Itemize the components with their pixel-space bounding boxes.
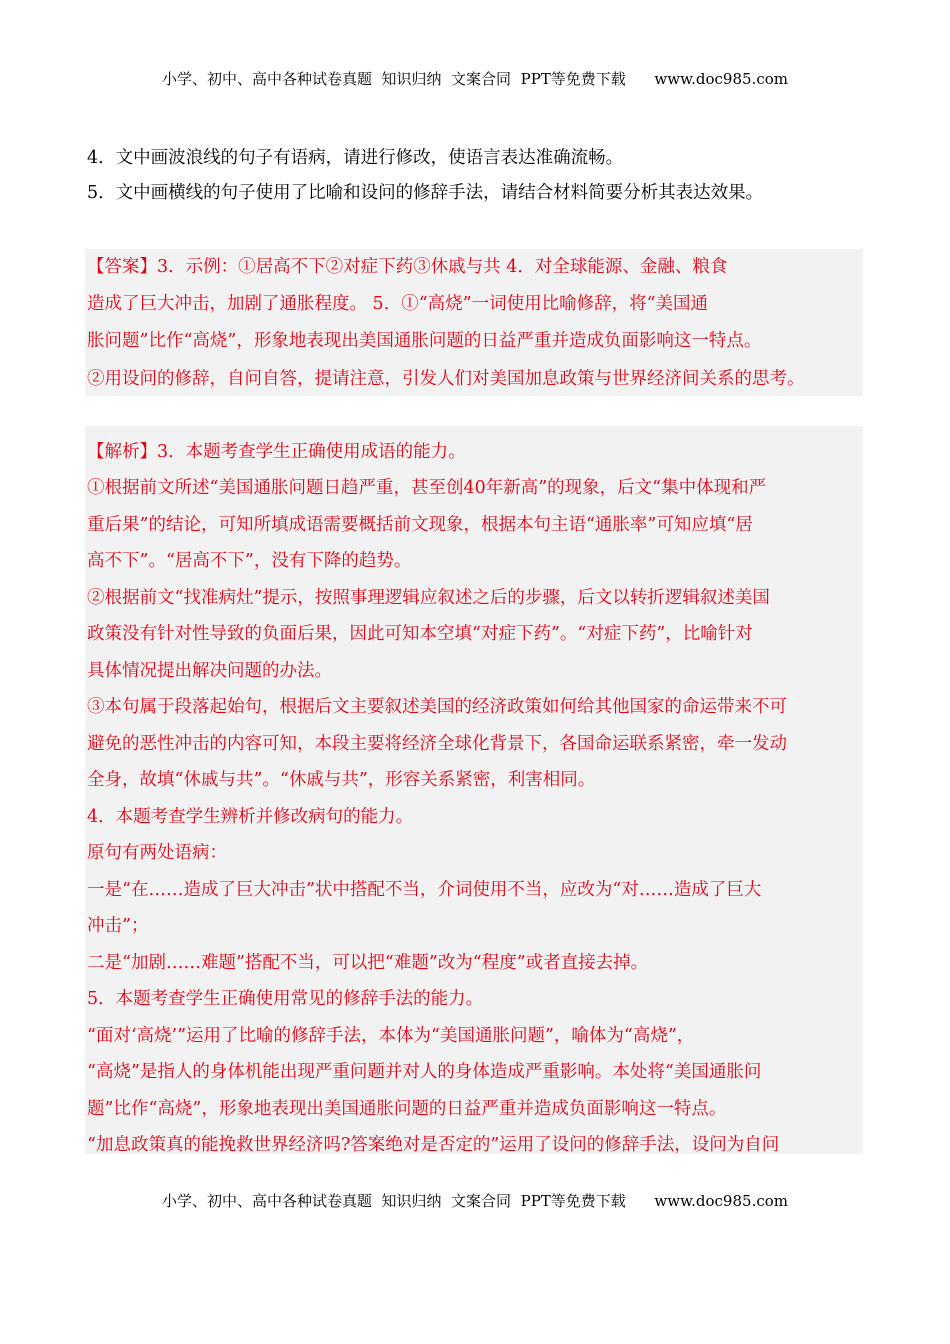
analysis-line: ③本句属于段落起始句，根据后文主要叙述美国的经济政策如何给其他国家的命运带来不可 [87,697,787,717]
analysis-line: 4．本题考查学生辨析并修改病句的能力。 [87,807,414,827]
analysis-line: 高不下”。“居高不下”，没有下降的趋势。 [87,551,412,571]
analysis-line: 具体情况提出解决问题的办法。 [87,661,332,681]
analysis-line: ②根据前文“找准病灶”提示，按照事理逻辑应叙述之后的步骤，后文以转折逻辑叙述美国 [87,588,770,608]
answer-line: 胀问题”比作“高烧”，形象地表现出美国通胀问题的日益严重并造成负面影响这一特点。 [87,331,762,351]
analysis-line: 一是“在……造成了巨大冲击”状中搭配不当，介词使用不当，应改为“对……造成了巨大 [87,880,762,900]
analysis-line: “加息政策真的能挽救世界经济吗?答案绝对是否定的”运用了设问的修辞手法，设问为自问 [87,1135,780,1155]
analysis-line: 冲击”； [87,916,149,936]
page-footer: 小学、初中、高中各种试卷真题 知识归纳 文案合同 PPT等免费下载 www.doc985.com [161,1192,788,1210]
analysis-line: 原句有两处语病： [87,843,227,863]
page-header: 小学、初中、高中各种试卷真题 知识归纳 文案合同 PPT等免费下载 www.doc985.com [161,70,788,88]
analysis-line: “高烧”是指人的身体机能出现严重问题并对人的身体造成严重影响。本处将“美国通胀问 [87,1062,762,1082]
analysis-line: 重后果”的结论，可知所填成语需要概括前文现象，根据本句主语“通胀率”可知应填“居 [87,515,753,535]
analysis-line: ①根据前文所述“美国通胀问题日趋严重，甚至创40年新高”的现象，后文“集中体现和严 [87,478,767,498]
answer-line: 【答案】3．示例：①居高不下②对症下药③休戚与共 4．对全球能源、金融、粮食 [87,257,728,277]
answer-line: 造成了巨大冲击，加剧了通胀程度。 5．①“高烧”一词使用比喻修辞，将“美国通 [87,294,709,314]
question-4: 4．文中画波浪线的句子有语病，请进行修改，使语言表达准确流畅。 [87,148,624,168]
analysis-line: “面对‘高烧’”运用了比喻的修辞手法，本体为“美国通胀问题”，喻体为“高烧”， [87,1026,695,1046]
analysis-line: 政策没有针对性导致的负面后果，因此可知本空填“对症下药”。“对症下药”，比喻针对 [87,624,753,644]
analysis-line: 二是“加剧……难题”搭配不当，可以把“难题”改为“程度”或者直接去掉。 [87,953,649,973]
analysis-line: 题”比作“高烧”，形象地表现出美国通胀问题的日益严重并造成负面影响这一特点。 [87,1099,727,1119]
analysis-line: 【解析】3．本题考查学生正确使用成语的能力。 [87,442,466,462]
answer-line: ②用设问的修辞，自问自答，提请注意，引发人们对美国加息政策与世界经济间关系的思考。 [87,369,805,389]
question-5: 5．文中画横线的句子使用了比喻和设问的修辞手法，请结合材料简要分析其表达效果。 [87,183,764,203]
analysis-line: 5．本题考查学生正确使用常见的修辞手法的能力。 [87,989,484,1009]
analysis-line: 全身，故填“休戚与共”。“休戚与共”，形容关系紧密，利害相同。 [87,770,596,790]
analysis-line: 避免的恶性冲击的内容可知，本段主要将经济全球化背景下，各国命运联系紧密，牵一发动 [87,734,787,754]
